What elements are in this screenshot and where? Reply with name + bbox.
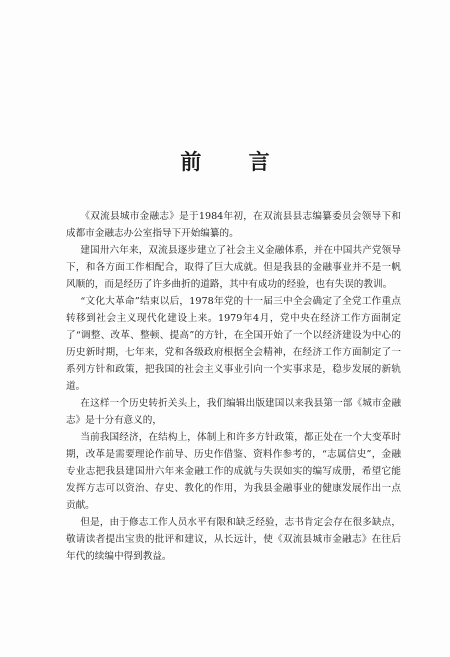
preface-body bbox=[66, 208, 401, 565]
paragraph: 在这样一个历史转折关头上，我们编辑出版建国以来我县第一部《城市金融志》是十分有意义的， bbox=[66, 398, 401, 426]
paragraph: 建国卅六年来，双流县逐步建立了社会主义金融体系，并在中国共产党领导下，和各方面工作相配合，取得了巨大成就。但是我县的金融事业并不是一帆风顺的，而是经历了许多曲折的道路，其中有成功的经验，也有失误的教训。 bbox=[66, 245, 401, 290]
paragraph: 但是，由于修志工作人员水平有限和缺乏经验，志书肯定会存在很多缺点，敬请读者提出宝贵的批评和建议，从长远计，使《双流县城市金融志》在往后年代的续编中得到教益。 bbox=[66, 517, 401, 562]
paragraph: 《双流县城市金融志》是于1984年初，在双流县县志编纂委员会领导下和成都市金融志办公室指导下开始编纂的。 bbox=[66, 211, 401, 239]
paragraph: 当前我国经济，在结构上，体制上和许多方针政策，都正处在一个大变革时期，改革是需要理论作前导、历史作借鉴、资料作参考的，“志属信史”，金融专业志把我县建国卅六年来金融工作的成就与失误如实的编写成册，希望它能发挥方志可以资治、存史、教化的作用，为我县金融事业的健康发展作出一点贡献。 bbox=[66, 432, 401, 511]
paragraph: “文化大革命”结束以后，1978年党的十一届三中全会确定了全党工作重点转移到社会主义现代化建设上来。1979年4月，党中央在经济工作方面制定了“调整、改革、整顿、提高”的方针，在全国开始了一个以经济建设为中心的历史新时期，七年来，党和各级政府根据全会精神，在经济工作方面制定了一系列方针和政策，把我国的社会主义事业引向一个实事求是，稳步发展的新轨道。 bbox=[66, 296, 401, 392]
page-title: 前 言 bbox=[180, 149, 290, 174]
